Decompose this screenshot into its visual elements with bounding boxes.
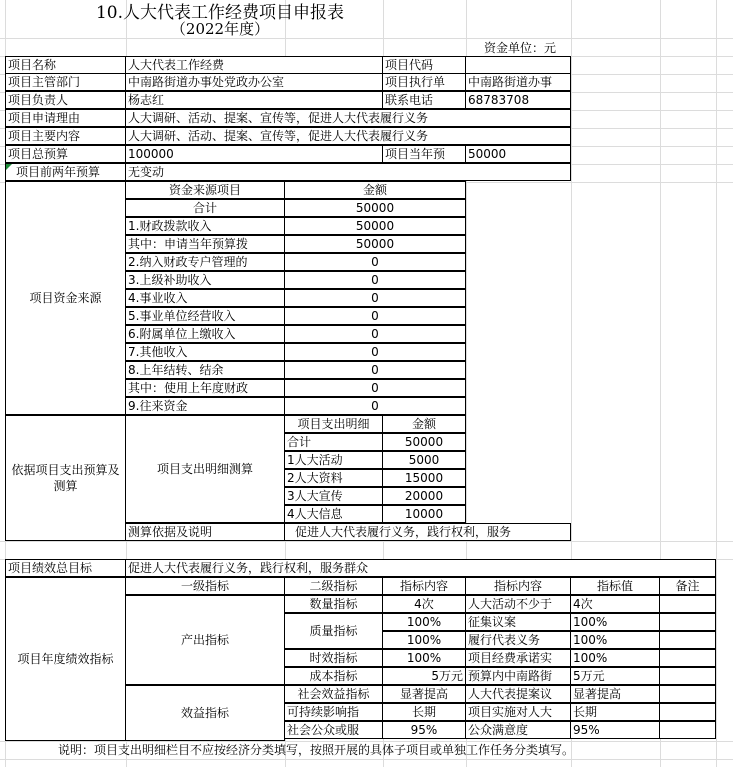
content-label: 项目主要内容 (5, 127, 126, 145)
perf-content-2[interactable]: 项目实施对人大 (465, 703, 571, 721)
total-budget-value[interactable]: 100000 (125, 145, 383, 163)
expense-col-item: 项目支出明细 (284, 415, 383, 433)
funding-row-amount[interactable]: 0 (284, 253, 466, 271)
perf-remark[interactable] (659, 721, 716, 739)
expense-row-item: 2人大资料 (284, 469, 383, 487)
perf-level2: 社会公众或服 (284, 721, 383, 739)
dept-value[interactable]: 中南路街道办事处党政办公室 (125, 73, 383, 91)
goal-value[interactable]: 促进人大代表履行义务，践行权利，服务群众 (125, 559, 716, 577)
funding-row-item: 其中：使用上年度财政 (125, 379, 285, 397)
form-year: （2022年度） (170, 20, 270, 38)
perf-value[interactable]: 100% (570, 613, 660, 631)
perf-remark[interactable] (659, 631, 716, 649)
funding-row-amount[interactable]: 0 (284, 397, 466, 415)
perf-content[interactable]: 5万元 (382, 667, 466, 685)
funding-row-amount[interactable]: 50000 (284, 199, 466, 217)
perf-remark[interactable] (659, 649, 716, 667)
reason-label: 项目申请理由 (5, 109, 126, 127)
funding-row-amount[interactable]: 0 (284, 307, 466, 325)
perf-content-2[interactable]: 预算内中南路街 (465, 667, 571, 685)
expense-section-label: 依据项目支出预算及测算 (5, 415, 126, 541)
perf-value[interactable]: 4次 (570, 595, 660, 613)
funding-col-item: 资金来源项目 (125, 181, 285, 199)
perf-level2: 成本指标 (284, 667, 383, 685)
funding-section-label: 项目资金来源 (5, 181, 126, 415)
form-title: 10.人大代表工作经费项目申报表 (95, 3, 345, 23)
funding-col-amount: 金额 (284, 181, 466, 199)
perf-level2: 可持续影响指 (284, 703, 383, 721)
phone-label: 联系电话 (382, 91, 466, 109)
expense-row-item: 3人大宣传 (284, 487, 383, 505)
perf-value[interactable]: 长期 (570, 703, 660, 721)
perf-level2: 质量指标 (284, 613, 383, 649)
funding-row-item: 4.事业收入 (125, 289, 285, 307)
perf-content-2[interactable]: 征集议案 (465, 613, 571, 631)
funding-row-item: 3.上级补助收入 (125, 271, 285, 289)
perf-content[interactable]: 100% (382, 631, 466, 649)
expense-row-amount[interactable]: 20000 (382, 487, 466, 505)
perf-content[interactable]: 4次 (382, 595, 466, 613)
basis-value[interactable]: 促进人大代表履行义务，践行权利，服务 (284, 523, 571, 541)
perf-value[interactable]: 95% (570, 721, 660, 739)
funding-row-amount[interactable]: 0 (284, 379, 466, 397)
owner-label: 项目负责人 (5, 91, 126, 109)
perf-header-value: 指标值 (570, 577, 660, 595)
goal-label: 项目绩效总目标 (5, 559, 126, 577)
perf-header-level2: 二级指标 (284, 577, 383, 595)
prev-budget-label: 项目前两年预算 (5, 163, 126, 181)
expense-row-item: 合计 (284, 433, 383, 451)
perf-header-content-2: 指标内容 (465, 577, 571, 595)
perf-content[interactable]: 100% (382, 613, 466, 631)
perf-remark[interactable] (659, 703, 716, 721)
exec-unit-label: 项目执行单 (382, 73, 466, 91)
perf-remark[interactable] (659, 595, 716, 613)
benefit-indicator-label: 效益指标 (125, 685, 285, 741)
perf-content-2[interactable]: 公众满意度 (465, 721, 571, 739)
perf-header-content: 指标内容 (382, 577, 466, 595)
funding-row-amount[interactable]: 50000 (284, 217, 466, 235)
perf-content[interactable]: 长期 (382, 703, 466, 721)
perf-remark[interactable] (659, 667, 716, 685)
project-code-value[interactable] (465, 56, 571, 74)
perf-content[interactable]: 显著提高 (382, 685, 466, 703)
cell-marker-icon (6, 164, 12, 170)
expense-row-amount[interactable]: 15000 (382, 469, 466, 487)
funding-row-item: 其中：申请当年预算拨 (125, 235, 285, 253)
expense-row-item: 4人大信息 (284, 505, 383, 523)
project-code-label: 项目代码 (382, 56, 466, 74)
funding-row-item: 7.其他收入 (125, 343, 285, 361)
perf-header-remark: 备注 (659, 577, 716, 595)
reason-value[interactable]: 人大调研、活动、提案、宣传等，促进人大代表履行义务 (125, 109, 571, 127)
perf-content-2[interactable]: 人大活动不少于 (465, 595, 571, 613)
owner-value[interactable]: 杨志红 (125, 91, 383, 109)
funding-row-item: 合计 (125, 199, 285, 217)
currency-unit: 资金单位：元 (484, 41, 557, 55)
expense-row-amount[interactable]: 10000 (382, 505, 466, 523)
project-name-value[interactable]: 人大代表工作经费 (125, 56, 383, 74)
funding-row-amount[interactable]: 0 (284, 361, 466, 379)
funding-row-item: 6.附属单位上缴收入 (125, 325, 285, 343)
prev-budget-value[interactable]: 无变动 (125, 163, 571, 181)
funding-row-amount[interactable]: 50000 (284, 235, 466, 253)
year-budget-label: 项目当年预 (382, 145, 466, 163)
funding-row-amount[interactable]: 0 (284, 271, 466, 289)
perf-value[interactable]: 5万元 (570, 667, 660, 685)
funding-row-item: 8.上年结转、结余 (125, 361, 285, 379)
funding-row-amount[interactable]: 0 (284, 325, 466, 343)
funding-row-item: 5.事业单位经营收入 (125, 307, 285, 325)
perf-content-2[interactable]: 人大代表提案议 (465, 685, 571, 703)
perf-value[interactable]: 100% (570, 631, 660, 649)
expense-col-amount: 金额 (382, 415, 466, 433)
perf-remark[interactable] (659, 613, 716, 631)
perf-remark[interactable] (659, 685, 716, 703)
project-name-label: 项目名称 (5, 56, 126, 74)
expense-row-item: 1人大活动 (284, 451, 383, 469)
funding-row-amount[interactable]: 0 (284, 343, 466, 361)
expense-row-amount[interactable]: 5000 (382, 451, 466, 469)
perf-value[interactable]: 100% (570, 649, 660, 667)
footnote: 说明：项目支出明细栏目不应按经济分类填写，按照开展的具体子项目或单独工作任务分类填写。 (58, 743, 575, 757)
year-budget-value[interactable]: 50000 (465, 145, 571, 163)
performance-section-label: 项目年度绩效指标 (5, 577, 126, 741)
funding-row-item: 9.往来资金 (125, 397, 285, 415)
perf-level2: 时效指标 (284, 649, 383, 667)
phone-value[interactable]: 68783708 (465, 91, 571, 109)
expense-row-amount[interactable]: 50000 (382, 433, 466, 451)
total-budget-label: 项目总预算 (5, 145, 126, 163)
funding-row-amount[interactable]: 0 (284, 289, 466, 307)
perf-level2: 社会效益指标 (284, 685, 383, 703)
funding-row-item: 2.纳入财政专户管理的 (125, 253, 285, 271)
perf-content[interactable]: 100% (382, 649, 466, 667)
perf-content[interactable]: 95% (382, 721, 466, 739)
expense-detail-label: 项目支出明细测算 (125, 415, 285, 523)
funding-row-item: 1.财政拨款收入 (125, 217, 285, 235)
basis-label: 测算依据及说明 (125, 523, 285, 541)
perf-level2: 数量指标 (284, 595, 383, 613)
content-value[interactable]: 人大调研、活动、提案、宣传等，促进人大代表履行义务 (125, 127, 571, 145)
dept-label: 项目主管部门 (5, 73, 126, 91)
output-indicator-label: 产出指标 (125, 595, 285, 685)
perf-header-level1: 一级指标 (125, 577, 285, 595)
perf-content-2[interactable]: 项目经费承诺实 (465, 649, 571, 667)
exec-unit-value[interactable]: 中南路街道办事 (465, 73, 571, 91)
perf-value[interactable]: 显著提高 (570, 685, 660, 703)
perf-content-2[interactable]: 履行代表义务 (465, 631, 571, 649)
